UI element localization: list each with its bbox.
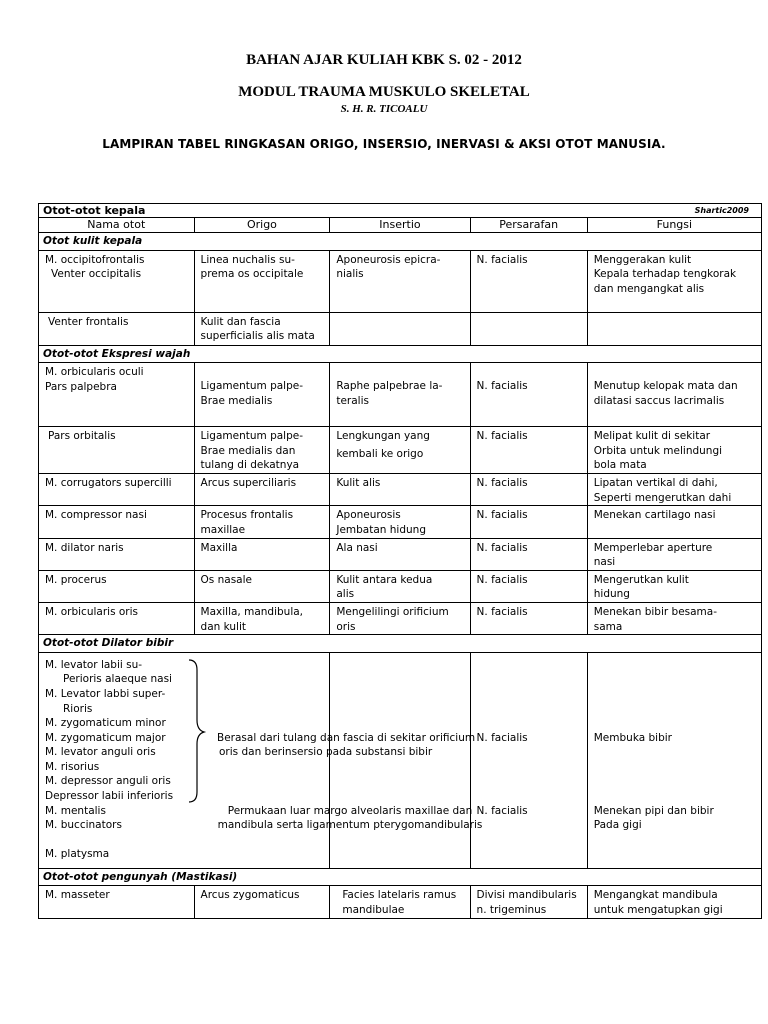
cell-text: N. facialis: [476, 731, 528, 744]
cell-text: Pars orbitalis: [48, 430, 116, 443]
cell-text: [45, 833, 323, 848]
section-row: [39, 868, 762, 886]
table-row: [39, 427, 762, 474]
section-row: [39, 345, 762, 363]
cell-text: mandibula serta ligamentum pterygomandibularis: [217, 819, 483, 832]
table-row: [39, 538, 762, 570]
module-title: MODUL TRAUMA MUSKULO SKELETAL: [238, 84, 530, 100]
col-header-origo: Origo: [194, 218, 330, 233]
signature: Shartic2009: [694, 206, 749, 215]
cell-text: N. facialis: [476, 509, 528, 522]
cell-text: M. procerus: [45, 573, 107, 586]
cell-text: Arcus zygomaticus: [200, 889, 300, 902]
cell-text: Kulit dan fascia: [200, 315, 281, 328]
cell-text: M. corrugators supercilli: [45, 477, 172, 490]
cell-text: nasi: [593, 556, 616, 569]
cell-text: Aponeurosis: [336, 509, 401, 522]
cell-text: tulang di dekatnya: [200, 459, 300, 472]
section-label: Otot-otot Ekspresi wajah: [39, 345, 762, 363]
table-row: [39, 363, 762, 427]
cell-text: Pada gigi: [593, 819, 642, 832]
table-title: Otot-otot kepala: [43, 204, 146, 217]
cell-text: Berasal dari tulang dan fascia di sekitar orificium: [217, 731, 476, 744]
cell-text: Perioris alaeque nasi: [63, 673, 172, 686]
section-row: [39, 233, 762, 251]
cell-text: Procesus frontalis: [200, 509, 294, 522]
column-header-row: [39, 218, 762, 233]
cell-text: Orbita untuk melindungi: [593, 444, 723, 457]
cell-text: M. levator anguli oris: [45, 746, 156, 759]
cell-text: oris dan berinsersio pada substansi bibir: [219, 746, 433, 759]
cell-text: Divisi mandibularis: [476, 889, 577, 902]
cell-text: Linea nuchalis su-: [200, 253, 295, 266]
section-row: [39, 635, 762, 653]
cell-text: Maxilla, mandibula,: [200, 605, 304, 618]
doc-title: BAHAN AJAR KULIAH KBK S. 02 - 2012: [246, 52, 522, 68]
cell-text: Mengelilingi orificium: [336, 605, 449, 618]
table-row: [39, 506, 762, 538]
cell-text: N. facialis: [476, 380, 528, 393]
cell-text: N. facialis: [476, 804, 528, 817]
cell-text: M. zygomaticum minor: [45, 717, 166, 730]
cell-text: Ligamentum palpe-: [200, 380, 304, 393]
cell-text: oris: [336, 620, 356, 633]
cell-text: Menekan cartilago nasi: [593, 509, 716, 522]
cell-text: N. facialis: [476, 605, 528, 618]
cell-text: M. levator labii su-: [45, 658, 143, 671]
cell-text: Kepala terhadap tengkorak: [593, 268, 737, 281]
table-row: [39, 652, 762, 868]
cell-text: M. dilator naris: [45, 541, 124, 554]
cell-text: Os nasale: [200, 573, 252, 586]
buccinator-origin-text: [195, 804, 505, 833]
cell-text: Depressor labii inferioris: [45, 790, 174, 803]
cell-text: Jembatan hidung: [336, 523, 426, 536]
cell-text: Mengerutkan kulit: [593, 573, 689, 586]
cell-text: M. masseter: [45, 889, 110, 902]
cell-text: Lipatan vertikal di dahi,: [593, 477, 718, 490]
cell-text: N. facialis: [476, 430, 528, 443]
cell-text: Rioris: [63, 702, 93, 715]
cell-text: prema os occipitale: [200, 268, 304, 281]
cell-text: Pars palpebra: [45, 380, 117, 393]
cell-text: Ala nasi: [336, 541, 378, 554]
cell-text: mandibulae: [342, 903, 405, 916]
table-row: [39, 250, 762, 312]
cell-text: Aponeurosis epicra-: [336, 253, 441, 266]
author-name: S. H. R. TICOALU: [340, 103, 428, 115]
cell-text: M. occipitofrontalis: [45, 253, 145, 266]
cell-text: maxillae: [200, 523, 246, 536]
cell-text: M. depressor anguli oris: [45, 775, 171, 788]
col-header-insertio: Insertio: [330, 218, 470, 233]
cell-text: Lengkungan yang: [336, 430, 430, 443]
section-label: Otot kulit kepala: [39, 233, 762, 251]
cell-text: Memperlebar aperture: [593, 541, 713, 554]
cell-text: Raphe palpebrae la-: [336, 380, 443, 393]
cell-text: Ligamentum palpe-: [200, 430, 304, 443]
cell-text: Mengangkat mandibula: [593, 889, 718, 902]
cell-text: Menutup kelopak mata dan: [593, 380, 738, 393]
cell-text: nialis: [336, 268, 364, 281]
cell-text: n. trigeminus: [476, 903, 547, 916]
cell-text: Menekan bibir besama-: [593, 605, 718, 618]
cell-text: Melipat kulit di sekitar: [593, 430, 711, 443]
table-row: [39, 474, 762, 506]
section-label: Otot-otot Dilator bibir: [39, 635, 762, 653]
table-caption: LAMPIRAN TABEL RINGKASAN ORIGO, INSERSIO, INERVASI & AKSI OTOT MANUSIA.: [102, 137, 666, 151]
table-row: [39, 886, 762, 918]
cell-text: Seperti mengerutkan dahi: [593, 491, 732, 504]
col-header-persarafan: Persarafan: [470, 218, 587, 233]
muscle-summary-table: [38, 203, 762, 919]
cell-text: M. buccinators: [45, 819, 122, 832]
cell-text: Venter frontalis: [48, 315, 129, 328]
cell-text: M. zygomaticum major: [45, 731, 166, 744]
cell-text: Facies latelaris ramus: [342, 889, 457, 902]
cell-text: superficialis alis mata: [200, 330, 315, 343]
cell-text: M. mentalis: [45, 804, 106, 817]
cell-text: Membuka bibir: [593, 731, 672, 744]
brace-icon: [185, 658, 205, 803]
cell-text: alis: [336, 588, 355, 601]
cell-text: N. facialis: [476, 573, 528, 586]
cell-text: sama: [593, 620, 623, 633]
cell-text: Maxilla: [200, 541, 238, 554]
cell-text: M. orbicularis oculi: [45, 366, 144, 379]
cell-text: Permukaan luar margo alveolaris maxillae dan: [227, 804, 473, 817]
cell-text: dan mengangkat alis: [593, 282, 705, 295]
cell-text: M. risorius: [45, 760, 100, 773]
cell-text: Menekan pipi dan bibir: [593, 804, 714, 817]
cell-text: teralis: [336, 394, 369, 407]
cell-text: M. platysma: [45, 848, 110, 861]
cell-text: M. orbicularis oris: [45, 605, 139, 618]
cell-text: Venter occipitalis: [51, 268, 142, 281]
cell-text: untuk mengatupkan gigi: [593, 903, 723, 916]
table-row: [39, 570, 762, 602]
table-row: [39, 602, 762, 634]
cell-text: N. facialis: [476, 477, 528, 490]
cell-text: kembali ke origo: [336, 447, 424, 460]
cell-text: N. facialis: [476, 541, 528, 554]
cell-text: Kulit antara kedua: [336, 573, 433, 586]
cell-text: Brae medialis dan: [200, 444, 296, 457]
cell-text: N. facialis: [476, 253, 528, 266]
table-row: [39, 312, 762, 345]
cell-text: Kulit alis: [336, 477, 381, 490]
section-label: Otot-otot pengunyah (Mastikasi): [39, 868, 762, 886]
cell-text: hidung: [593, 588, 630, 601]
cell-text: M. Levator labbi super-: [45, 687, 166, 700]
cell-text: dilatasi saccus lacrimalis: [593, 394, 725, 407]
col-header-nama: Nama otot: [39, 218, 195, 233]
cell-text: bola mata: [593, 459, 647, 472]
cell-text: Menggerakan kulit: [593, 253, 692, 266]
cell-text: dan kulit: [200, 620, 246, 633]
table-title-row: [39, 204, 762, 218]
col-header-fungsi: Fungsi: [587, 218, 761, 233]
cell-text: Arcus superciliaris: [200, 477, 297, 490]
cell-text: M. compressor nasi: [45, 509, 147, 522]
cell-text: Brae medialis: [200, 394, 273, 407]
